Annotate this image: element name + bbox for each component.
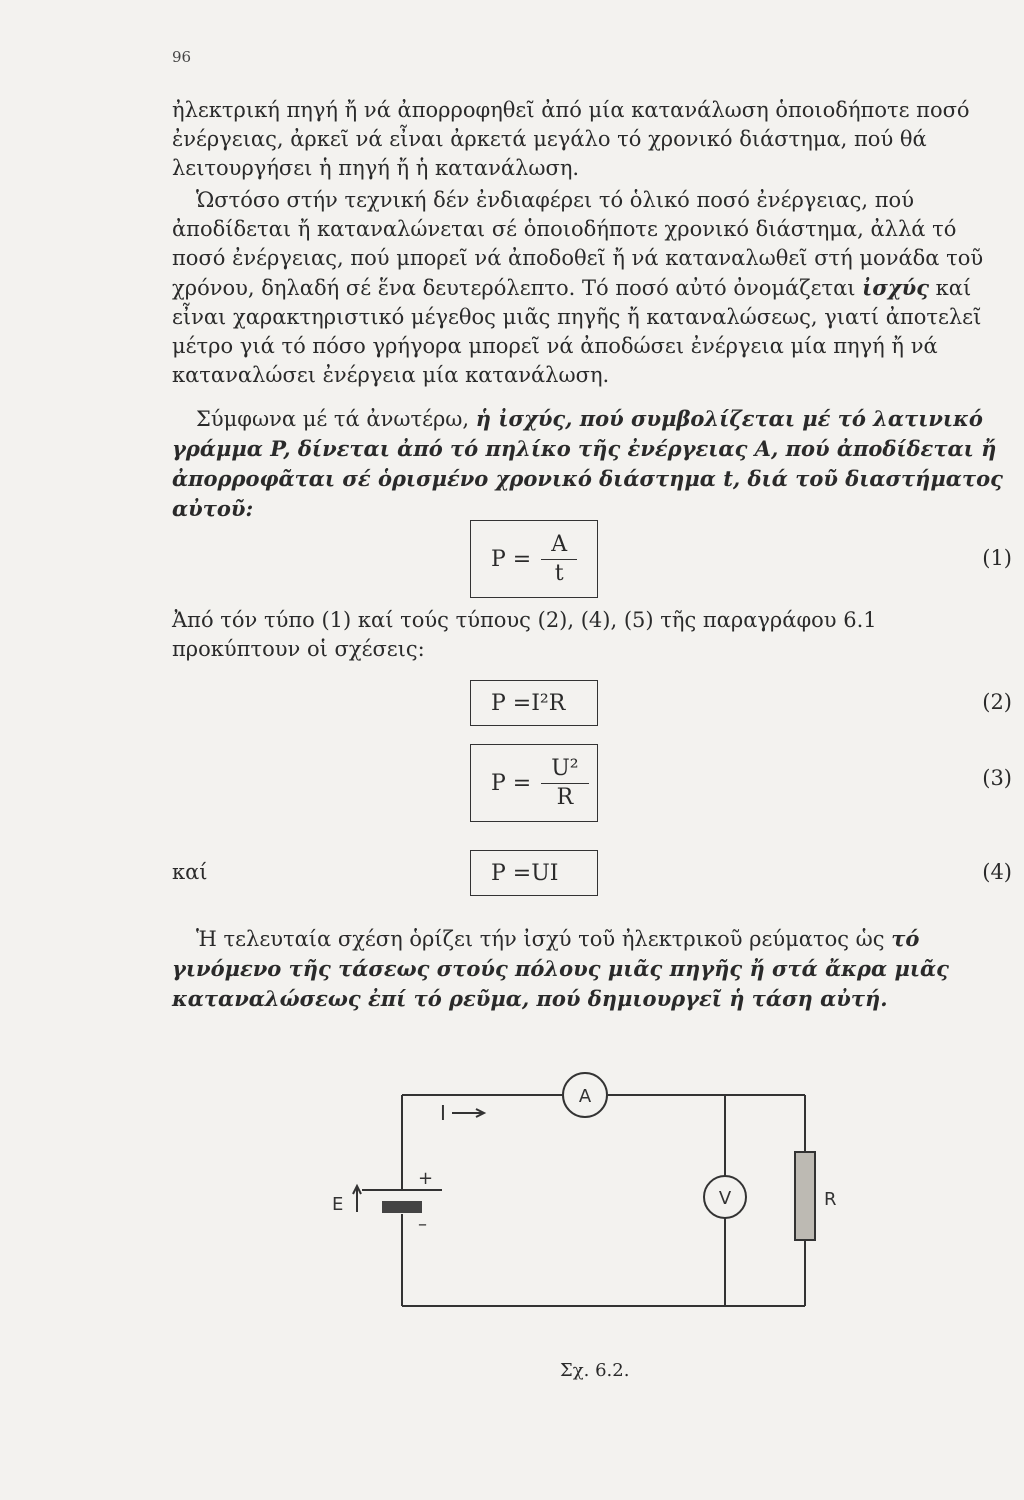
formula-1-lhs: P = [491, 546, 532, 572]
formula-1-box [470, 520, 598, 598]
formula-3-fraction [541, 755, 588, 812]
resistor [795, 1152, 815, 1240]
formula-2-text: P =I²R [491, 690, 566, 716]
paragraph-1: ἠλεκτρική πηγή ἤ νά ἀπορροφηθεῖ ἀπό μία κατανάλωση ὁποιοδήποτε ποσό ἐνέργειας, ἀρκεῖ νά εἶναι ἀρκετά μεγάλο τό χρονικό διάστημα, πού θά λειτουργήσει ἡ πηγή ἤ ἡ κατανάλωση. [172, 98, 970, 180]
formula-3-numerator: U² [551, 755, 579, 781]
kai-word: καί [172, 860, 208, 884]
minus-sign: – [418, 1214, 427, 1235]
paragraph-5 [172, 924, 1010, 1014]
plus-sign: + [418, 1168, 434, 1189]
formula-4-box [470, 850, 598, 896]
formula-3-label: (3) [982, 766, 1012, 790]
paragraph-3-text: Σύμφωνα μέ τά ἀνωτέρω, [196, 407, 476, 431]
paragraph-4: Ἀπό τόν τύπο (1) καί τούς τύπους (2), (4), (5) τῆς παραγράφου 6.1 προκύπτουν οἱ σχέσεις: [172, 608, 877, 661]
formula-3-lhs: P = [491, 770, 532, 796]
formula-1-denominator: t [554, 560, 564, 586]
formula-4-text: P =UI [491, 860, 559, 886]
paragraph-5-text: Ἡ τελευταία σχέση ὁρίζει τήν ἰσχύ τοῦ ἠλεκτρικοῦ ρεύματος ὡς [196, 927, 892, 951]
paragraph-2-emphasis: ἰσχύς [862, 275, 929, 300]
emf-label: E [332, 1194, 344, 1215]
paragraph-5-emphasis: τό γινόμενο τῆς τάσεως στούς πόλους μιᾶς πηγῆς ἤ στά ἄκρα μιᾶς καταναλώσεως ἐπί τό ρεῦμα, πού δημιουργεῖ ἡ τάση αὐτή. [172, 926, 949, 1011]
formula-1-label: (1) [982, 546, 1012, 570]
formula-3-box [470, 744, 598, 822]
page-number: 96 [172, 48, 192, 66]
paragraph-3 [172, 404, 1010, 524]
resistor-label: R [824, 1189, 837, 1210]
voltmeter-label: V [718, 1188, 732, 1209]
figure-caption: Σχ. 6.2. [560, 1360, 630, 1381]
circuit-diagram [300, 1060, 860, 1330]
ammeter-label: A [578, 1086, 592, 1107]
formula-1-numerator: A [551, 531, 568, 557]
current-label: I [440, 1101, 446, 1125]
battery-short-plate [382, 1201, 422, 1213]
paragraph-2-text-a: Ὡστόσο στήν τεχνική δέν ἐνδιαφέρει τό ὁλικό ποσό ἐνέργειας, πού ἀποδίδεται ἤ καταναλώνεται σέ ὁποιοδήποτε χρονικό διάστημα, ἀλλά τό ποσό ἐνέργειας, πού μπορεῖ νά ἀποδοθεῖ ἤ νά καταναλωθεῖ στή μονάδα τοῦ χρόνου, δηλαδή σέ ἕνα δευτερόλεπτο. Τό ποσό αὐτό ὀνομάζεται [172, 188, 984, 300]
formula-1-fraction [541, 531, 577, 588]
paragraph-2 [172, 186, 1010, 390]
formula-2-box [470, 680, 598, 726]
formula-2-label: (2) [982, 690, 1012, 714]
formula-4-label: (4) [982, 860, 1012, 884]
paragraph-2-text-b: καί εἶναι χαρακτηριστικό μέγεθος μιᾶς πηγῆς ἤ καταναλώσεως, γιατί ἀποτελεῖ μέτρο γιά τό πόσο γρήγορα μπορεῖ νά ἀποδώσει ἐνέργεια μία πηγή ἤ νά καταναλώσει ἐνέργεια μία κατανάλωση. [172, 276, 982, 387]
paragraph-3-emphasis: ἡ ἰσχύς, πού συμβολίζεται μέ τό λατινικό γράμμα P, δίνεται ἀπό τό πηλίκο τῆς ἐνέργειας A, πού ἀποδίδεται ἤ ἀπορροφᾶται σέ ὁρισμένο χρονικό διάστημα t, διά τοῦ διαστήματος αὐτοῦ: [172, 406, 1003, 521]
formula-3-denominator: R [556, 784, 574, 810]
